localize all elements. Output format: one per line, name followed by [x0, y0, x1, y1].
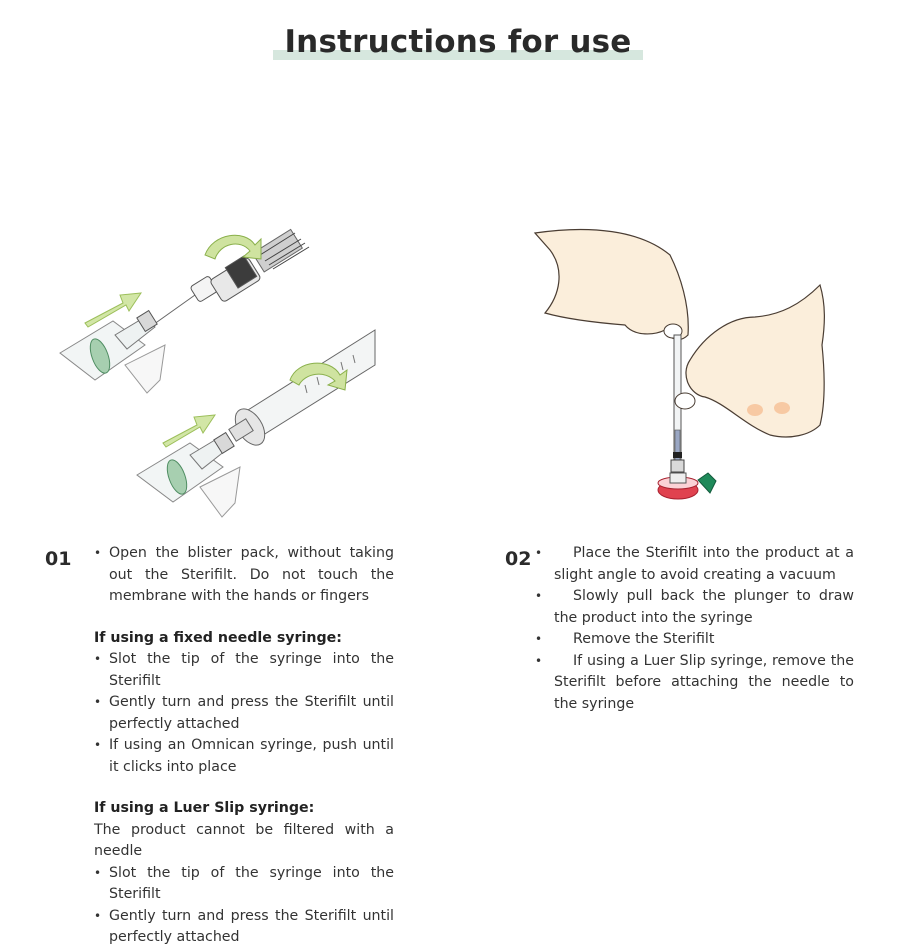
list-item: • Slowly pull back the plunger to draw the product into the syringe	[554, 586, 854, 629]
list-item: • Gently turn and press the Sterifilt until perfectly attached	[94, 692, 394, 735]
product-vial	[658, 473, 716, 499]
step-1-intro-list	[94, 543, 394, 608]
page-title-text: Instructions for use	[284, 24, 632, 60]
sterifilt-upper	[60, 311, 165, 393]
list-item: • Place the Sterifilt into the product at a slight angle to avoid creating a vacuum	[554, 543, 854, 586]
draw-product-illustration	[530, 225, 830, 515]
step-number-2: 02	[505, 548, 532, 570]
list-item: • Gently turn and press the Sterifilt until perfectly attached	[94, 906, 394, 949]
luer-slip-heading: If using a Luer Slip syringe:	[94, 800, 315, 816]
rotate-arrow-upper	[205, 235, 261, 259]
step-2-list	[554, 543, 854, 715]
right-hand	[675, 285, 824, 437]
luer-slip-note: The product cannot be filtered with a needle	[94, 821, 394, 859]
title-area	[0, 24, 916, 60]
syringe	[671, 335, 684, 485]
sterifilt-lower	[137, 433, 240, 517]
page-title	[284, 24, 631, 60]
left-hand	[535, 229, 688, 339]
list-item: • Slot the tip of the syringe into the Sterifilt	[94, 649, 394, 692]
step-2-text	[554, 543, 854, 715]
luer-slip-syringe-lower	[229, 330, 375, 450]
green-arrow-lower	[163, 415, 215, 447]
step-1-text	[94, 543, 394, 949]
fixed-needle-heading: If using a fixed needle syringe:	[94, 629, 342, 646]
list-item: • If using a Luer Slip syringe, remove the Sterifilt before attaching the needle to the syringe	[554, 651, 854, 716]
list-item: • Remove the Sterifilt	[554, 629, 854, 651]
step-number-1: 01	[45, 548, 72, 570]
attach-syringe-illustration	[55, 215, 385, 525]
fixed-needle-list	[94, 649, 394, 778]
list-item: • Open the blister pack, without taking out the Sterifilt. Do not touch the membrane with the hands or fingers	[94, 543, 394, 608]
luer-slip-list	[94, 863, 394, 949]
list-item: • If using an Omnican syringe, push until it clicks into place	[94, 735, 394, 778]
list-item: • Slot the tip of the syringe into the Sterifilt	[94, 863, 394, 906]
